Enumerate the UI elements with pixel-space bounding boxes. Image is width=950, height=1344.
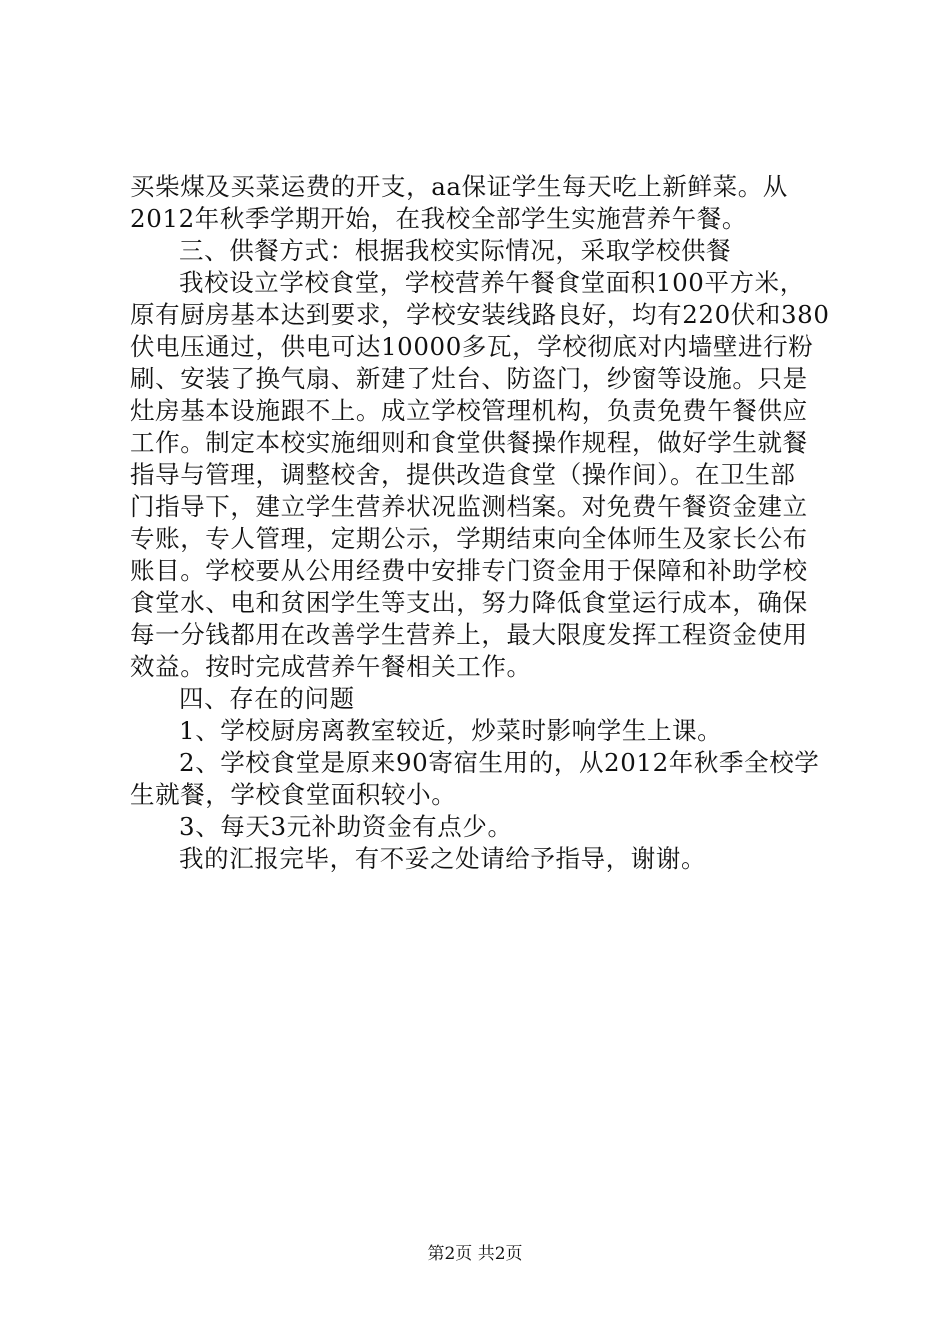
section-heading-supply: 三、供餐方式：根据我校实际情况，采取学校供餐 [179,236,732,265]
text-line-2: 2012年秋季学期开始，在我校全部学生实施营养午餐。 [130,204,747,233]
text-line-13: 账目。学校要从公用经费中安排专门资金用于保障和补助学校 [130,556,808,585]
problem-item-1: 1、学校厨房离教室较近，炒菜时影响学生上课。 [179,716,723,745]
closing-remark: 我的汇报完毕，有不妥之处请给予指导，谢谢。 [179,844,707,873]
text-line-10: 指导与管理，调整校舍，提供改造食堂（操作间）。在卫生部 [130,460,796,489]
text-line-1: 买柴煤及买菜运费的开支，aa保证学生每天吃上新鲜菜。从 [130,172,788,201]
problem-item-2: 2、学校食堂是原来90寄宿生用的，从2012年秋季全校学 [179,748,820,777]
text-line-9: 工作。制定本校实施细则和食堂供餐操作规程，做好学生就餐 [130,428,808,457]
text-line-16: 效益。按时完成营养午餐相关工作。 [130,652,532,681]
text-line-12: 专账，专人管理，定期公示，学期结束向全体师生及家长公布 [130,524,808,553]
text-line-8: 灶房基本设施跟不上。成立学校管理机构，负责免费午餐供应 [130,396,808,425]
problem-item-3: 3、每天3元补助资金有点少。 [179,812,513,841]
section-heading-problems: 四、存在的问题 [179,684,355,713]
text-line-11: 门指导下，建立学生营养状况监测档案。对免费午餐资金建立 [130,492,808,521]
problem-item-2-cont: 生就餐，学校食堂面积较小。 [130,780,457,809]
text-line-7: 刷、安装了换气扇、新建了灶台、防盗门，纱窗等设施。只是 [130,364,808,393]
text-line-5: 原有厨房基本达到要求，学校安装线路良好，均有220伏和380 [130,300,830,329]
page-number-footer: 第2页 共2页 [427,1244,523,1264]
text-line-14: 食堂水、电和贫困学生等支出，努力降低食堂运行成本，确保 [130,588,808,617]
text-line-15: 每一分钱都用在改善学生营养上，最大限度发挥工程资金使用 [130,620,808,649]
text-line-4: 我校设立学校食堂，学校营养午餐食堂面积100平方米， [179,268,805,297]
text-line-6: 伏电压通过，供电可达10000多瓦，学校彻底对内墙壁进行粉 [130,332,814,361]
